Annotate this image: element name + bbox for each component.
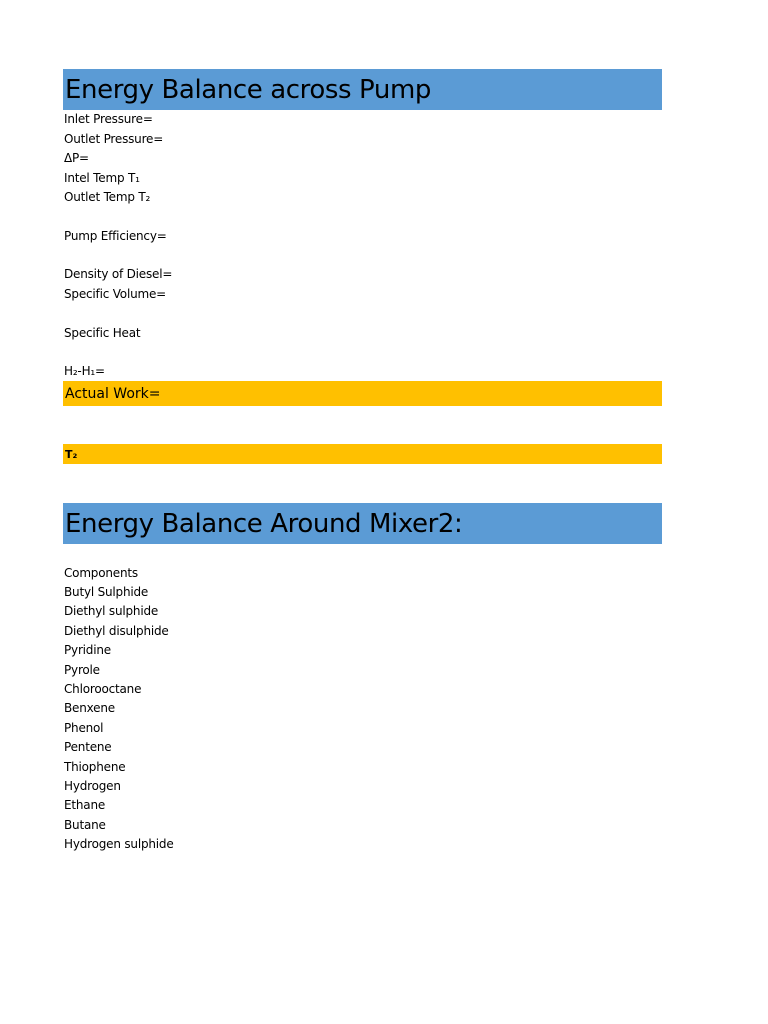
specific-heat-label: Specific Heat xyxy=(64,326,141,340)
component-item: Pentene xyxy=(64,740,112,754)
component-item: Butane xyxy=(64,818,106,832)
delta-p-label: ΔP= xyxy=(64,151,89,165)
component-item: Thiophene xyxy=(64,760,126,774)
mixer-section-header xyxy=(63,503,662,544)
component-item: Diethyl disulphide xyxy=(64,624,169,638)
actual-work-label: Actual Work= xyxy=(65,385,161,402)
pump-efficiency-label: Pump Efficiency= xyxy=(64,229,167,243)
pump-section-title: Energy Balance across Pump xyxy=(65,74,431,105)
component-item: Phenol xyxy=(64,721,104,735)
component-item: Hydrogen xyxy=(64,779,121,793)
component-item: Chlorooctane xyxy=(64,682,142,696)
component-item: Ethane xyxy=(64,798,106,812)
inlet-pressure-label: Inlet Pressure= xyxy=(64,112,153,126)
component-item: Benxene xyxy=(64,701,115,715)
component-item: Diethyl sulphide xyxy=(64,604,159,618)
t2-label: T₂ xyxy=(65,447,78,461)
t2-band xyxy=(63,444,662,464)
enthalpy-difference-label: H₂-H₁= xyxy=(64,364,105,378)
inlet-temp-label: Intel Temp T₁ xyxy=(64,171,140,185)
components-header: Components xyxy=(64,566,138,580)
component-item: Butyl Sulphide xyxy=(64,585,149,599)
component-item: Pyridine xyxy=(64,643,111,657)
component-item: Hydrogen sulphide xyxy=(64,837,174,851)
component-item: Pyrole xyxy=(64,663,100,677)
specific-volume-label: Specific Volume= xyxy=(64,287,167,301)
density-diesel-label: Density of Diesel= xyxy=(64,267,173,281)
outlet-pressure-label: Outlet Pressure= xyxy=(64,132,164,146)
pump-section-header xyxy=(63,69,662,110)
mixer-section-title: Energy Balance Around Mixer2: xyxy=(65,508,463,539)
actual-work-band xyxy=(63,381,662,406)
outlet-temp-label: Outlet Temp T₂ xyxy=(64,190,151,204)
